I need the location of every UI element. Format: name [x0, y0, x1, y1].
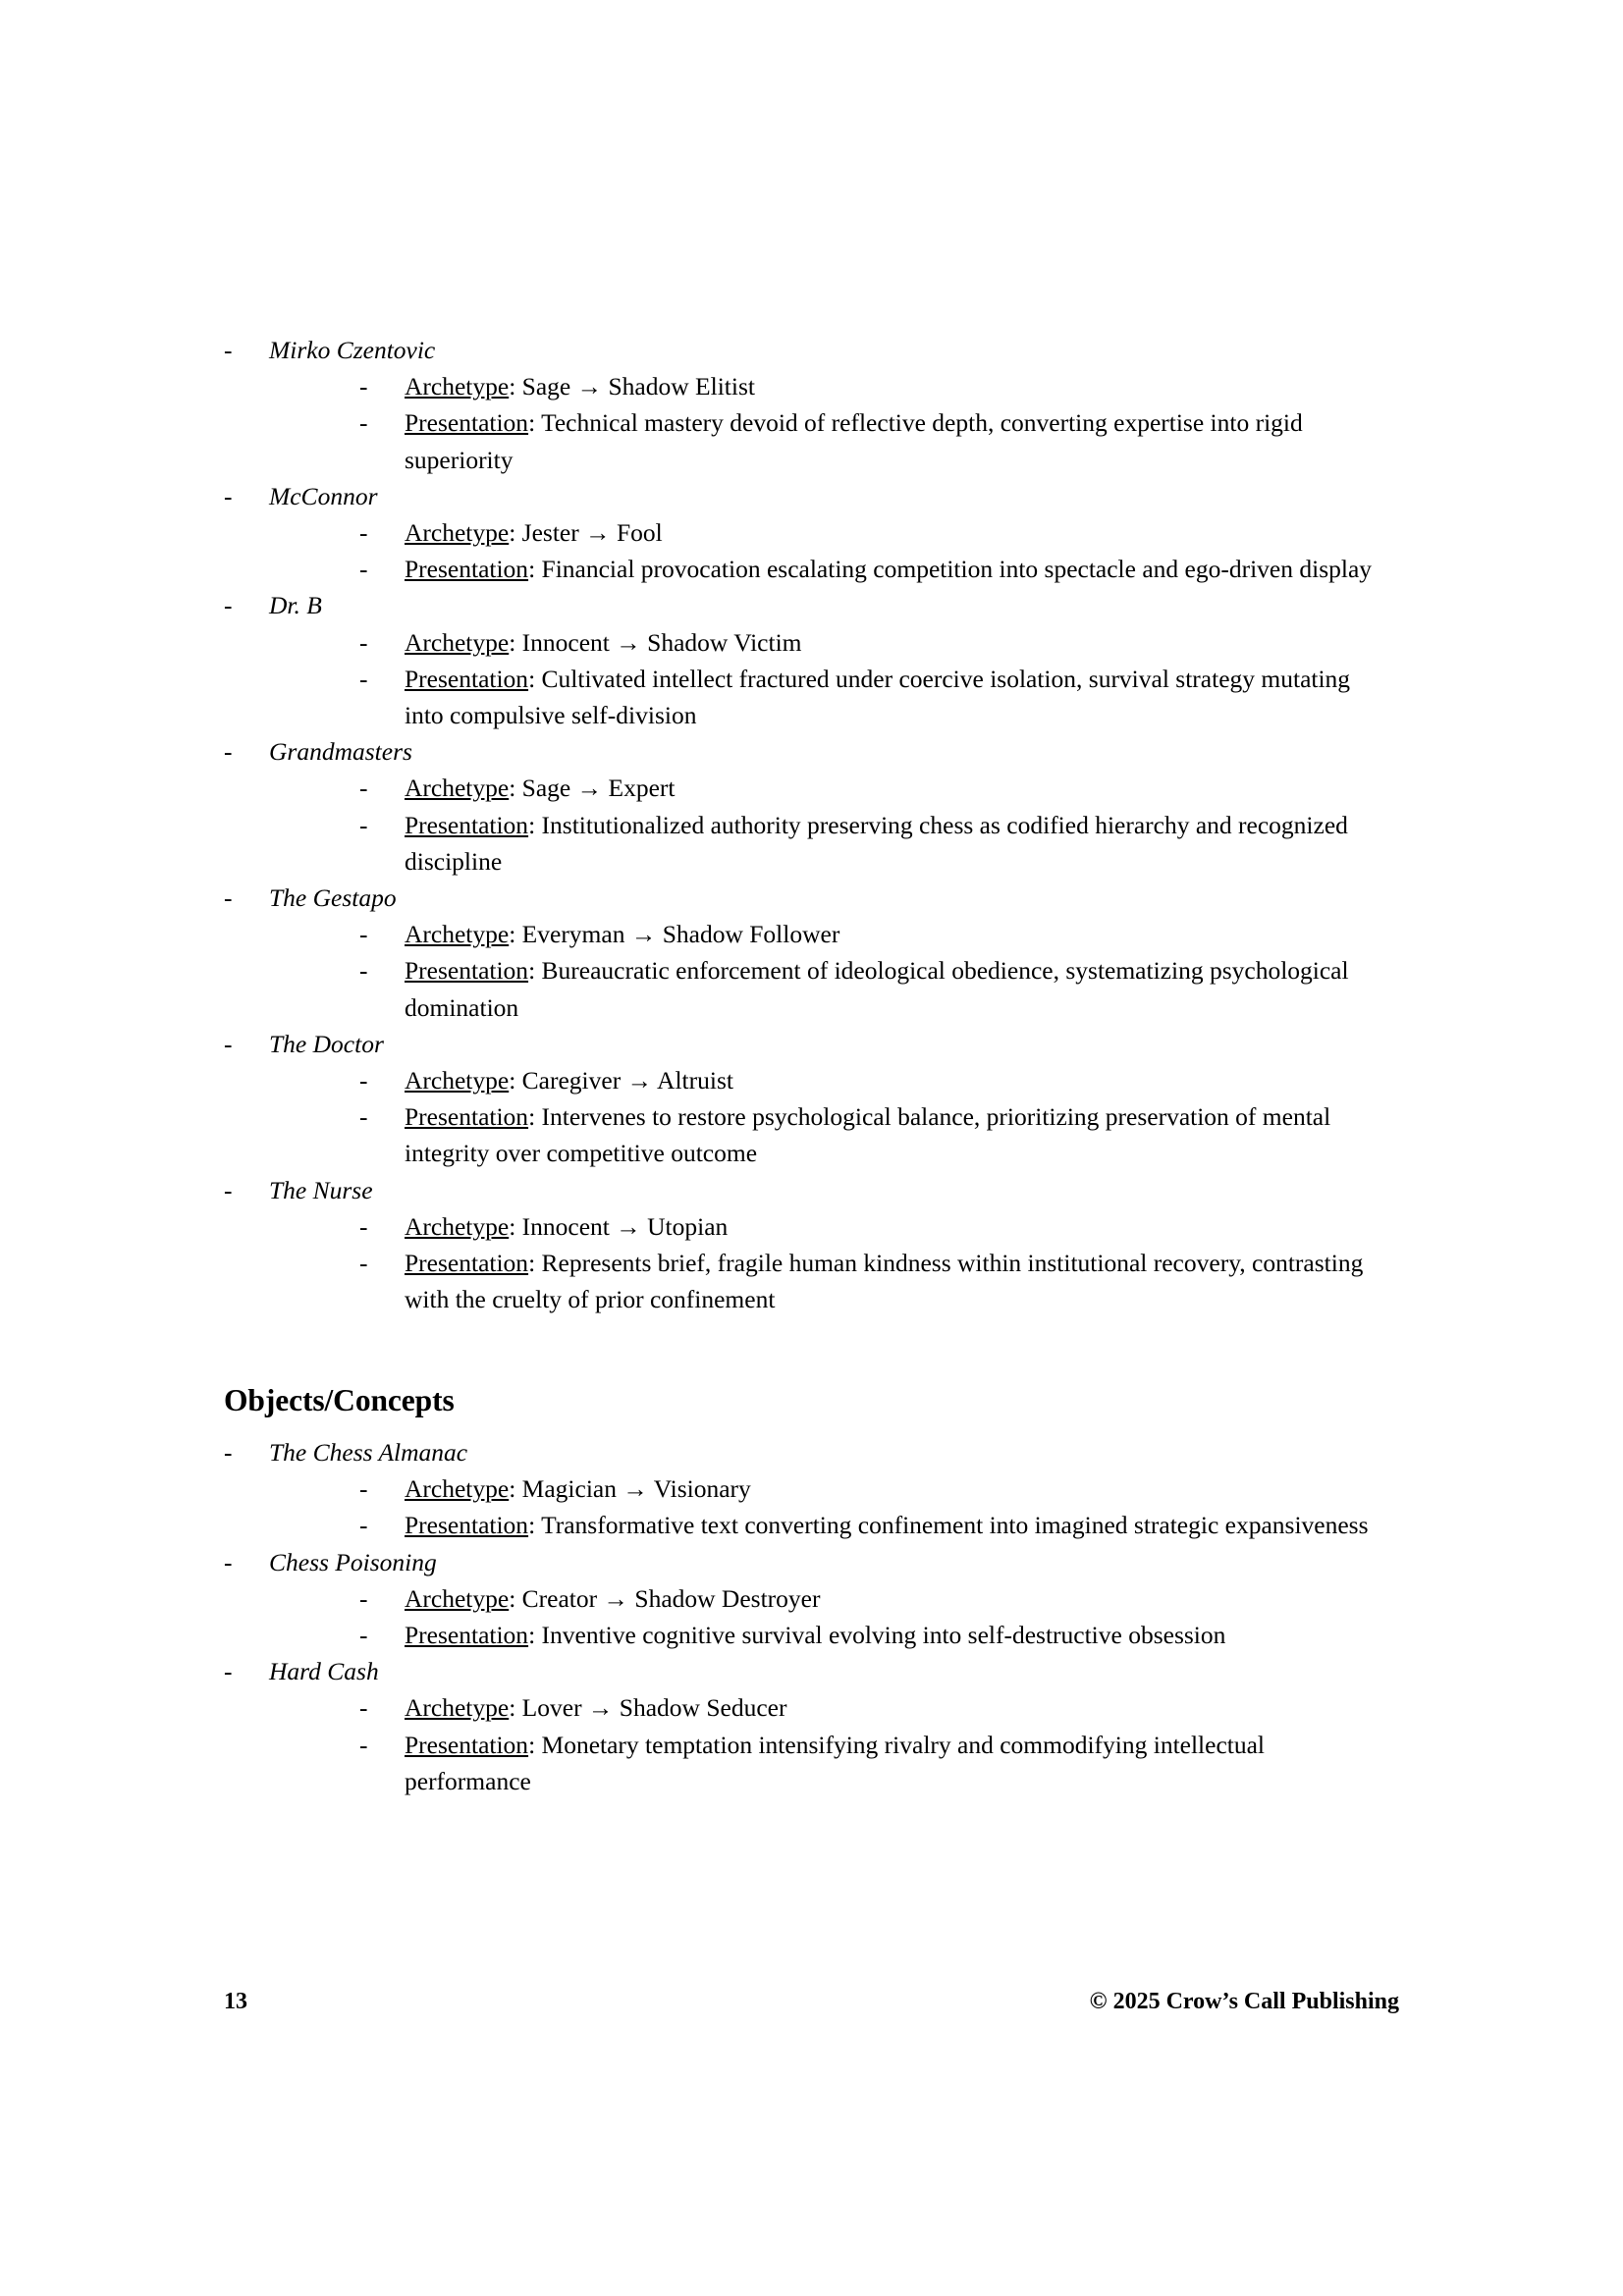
entry-detail-list — [269, 514, 1394, 587]
entry-title: Grandmasters — [269, 737, 412, 767]
archetype-label: Archetype — [405, 627, 510, 657]
entry-title: Hard Cash — [269, 1657, 379, 1686]
label-colon: : — [528, 1730, 542, 1759]
label-colon: : — [528, 1249, 542, 1278]
presentation-detail — [359, 1727, 1394, 1799]
bullet-dash-icon: - — [224, 1657, 233, 1686]
list-item — [224, 478, 1394, 588]
presentation-value: Financial provocation escalating competition into spectacle and ego-driven display — [541, 555, 1373, 584]
bullet-dash-icon: - — [359, 920, 368, 949]
bullet-dash-icon: - — [359, 664, 368, 693]
label-colon: : — [528, 956, 542, 986]
characters-list — [224, 332, 1394, 1317]
archetype-label: Archetype — [405, 1211, 510, 1241]
list-item — [224, 733, 1394, 880]
archetype-value: Caregiver → Altruist — [521, 1066, 733, 1095]
archetype-value: Lover → Shadow Seducer — [521, 1693, 787, 1723]
archetype-detail — [359, 514, 1394, 551]
presentation-label: Presentation — [405, 1620, 529, 1649]
archetype-detail — [359, 1689, 1394, 1726]
label-colon: : — [509, 1474, 522, 1504]
archetype-text — [405, 1689, 1394, 1726]
label-colon: : — [528, 555, 542, 584]
presentation-text — [405, 1727, 1394, 1799]
list-item — [224, 1026, 1394, 1172]
archetype-text — [405, 1580, 1394, 1617]
entry-detail-list — [269, 1470, 1394, 1543]
label-colon: : — [528, 408, 542, 438]
entry-title: Mirko Czentovic — [269, 336, 436, 364]
bullet-dash-icon: - — [224, 481, 233, 510]
bullet-dash-icon: - — [359, 1693, 368, 1723]
presentation-label: Presentation — [405, 1730, 529, 1759]
archetype-text — [405, 1062, 1394, 1098]
entry-detail-list — [269, 770, 1394, 880]
archetype-label: Archetype — [405, 1474, 510, 1504]
objects-concepts-list — [224, 1434, 1394, 1799]
list-item — [224, 1434, 1394, 1544]
entry-detail-list — [269, 624, 1394, 734]
bullet-dash-icon: - — [359, 956, 368, 986]
presentation-value: Institutionalized authority preserving chess as codified hierarchy and recognized discipline — [405, 810, 1348, 876]
bullet-dash-icon: - — [224, 1437, 233, 1467]
presentation-detail — [359, 1617, 1394, 1653]
archetype-value: Innocent → Utopian — [521, 1211, 729, 1241]
bullet-dash-icon: - — [224, 1029, 233, 1058]
archetype-label: Archetype — [405, 372, 510, 401]
bullet-dash-icon: - — [359, 1730, 368, 1759]
entry-title: The Gestapo — [269, 883, 397, 913]
presentation-text — [405, 1507, 1394, 1543]
presentation-detail — [359, 807, 1394, 880]
bullet-dash-icon: - — [359, 1211, 368, 1241]
archetype-label: Archetype — [405, 774, 510, 803]
archetype-text — [405, 514, 1394, 551]
presentation-value: Monetary temptation intensifying rivalry and commodifying intellectual performance — [405, 1730, 1266, 1795]
presentation-value: Bureaucratic enforcement of ideological obedience, systematizing psychological domination — [405, 956, 1349, 1022]
presentation-detail — [359, 1507, 1394, 1543]
presentation-label: Presentation — [405, 956, 529, 986]
archetype-text — [405, 368, 1394, 404]
bullet-dash-icon: - — [359, 372, 368, 401]
bullet-dash-icon: - — [359, 1620, 368, 1649]
label-colon: : — [509, 372, 522, 401]
bullet-dash-icon: - — [224, 883, 233, 913]
archetype-text — [405, 624, 1394, 661]
archetype-detail — [359, 916, 1394, 952]
bullet-dash-icon: - — [359, 518, 368, 548]
presentation-detail — [359, 661, 1394, 733]
archetype-value: Jester → Fool — [521, 518, 663, 548]
archetype-value: Sage → Expert — [521, 774, 676, 803]
entry-title: McConnor — [269, 481, 378, 510]
presentation-label: Presentation — [405, 1511, 529, 1540]
archetype-text — [405, 916, 1394, 952]
archetype-value: Innocent → Shadow Victim — [521, 627, 802, 657]
presentation-label: Presentation — [405, 810, 529, 839]
entry-title: The Chess Almanac — [269, 1437, 468, 1467]
list-item — [224, 880, 1394, 1026]
bullet-dash-icon: - — [224, 1175, 233, 1204]
label-colon: : — [509, 1583, 522, 1613]
entry-title: Dr. B — [269, 591, 322, 620]
archetype-value: Sage → Shadow Elitist — [521, 372, 755, 401]
bullet-dash-icon: - — [359, 774, 368, 803]
presentation-label: Presentation — [405, 1249, 529, 1278]
archetype-detail — [359, 1062, 1394, 1098]
archetype-value: Creator → Shadow Destroyer — [521, 1583, 821, 1613]
presentation-detail — [359, 952, 1394, 1025]
label-colon: : — [509, 920, 522, 949]
archetype-label: Archetype — [405, 920, 510, 949]
label-colon: : — [528, 1620, 542, 1649]
bullet-dash-icon: - — [224, 737, 233, 767]
archetype-detail — [359, 368, 1394, 404]
list-item — [224, 1653, 1394, 1799]
footer-copyright: © 2025 Crow’s Call Publishing — [1089, 1989, 1399, 2014]
archetype-text — [405, 1208, 1394, 1245]
label-colon: : — [528, 664, 542, 693]
presentation-value: Technical mastery devoid of reflective depth, converting expertise into rigid superiority — [405, 408, 1303, 474]
presentation-text — [405, 807, 1394, 880]
list-item — [224, 332, 1394, 478]
list-item — [224, 1172, 1394, 1318]
objects-concepts-heading-block — [224, 1382, 1394, 1419]
archetype-value: Everyman → Shadow Follower — [521, 920, 840, 949]
bullet-dash-icon: - — [224, 1547, 233, 1576]
archetype-text — [405, 1470, 1394, 1507]
bullet-dash-icon: - — [359, 627, 368, 657]
bullet-dash-icon: - — [359, 1511, 368, 1540]
label-colon: : — [509, 1693, 522, 1723]
archetype-label: Archetype — [405, 1693, 510, 1723]
presentation-value: Inventive cognitive survival evolving into self-destructive obsession — [541, 1620, 1226, 1649]
presentation-detail — [359, 404, 1394, 477]
label-colon: : — [509, 1066, 522, 1095]
bullet-dash-icon: - — [359, 1066, 368, 1095]
presentation-detail — [359, 1098, 1394, 1171]
label-colon: : — [509, 1211, 522, 1241]
presentation-value: Cultivated intellect fractured under coercive isolation, survival strategy mutating into compulsive self-division — [405, 664, 1351, 730]
label-colon: : — [509, 518, 522, 548]
presentation-label: Presentation — [405, 408, 529, 438]
presentation-label: Presentation — [405, 1102, 529, 1132]
presentation-text — [405, 404, 1394, 477]
presentation-label: Presentation — [405, 555, 529, 584]
page-section-title: Objects/Concepts — [224, 1383, 455, 1418]
label-colon: : — [528, 1102, 542, 1132]
archetype-detail — [359, 1470, 1394, 1507]
entry-title: The Nurse — [269, 1175, 373, 1204]
presentation-value: Represents brief, fragile human kindness within institutional recovery, contrasting with the cruelty of prior confinement — [405, 1249, 1364, 1314]
presentation-text — [405, 1617, 1394, 1653]
bullet-dash-icon: - — [359, 810, 368, 839]
presentation-text — [405, 551, 1394, 587]
entry-detail-list — [269, 1208, 1394, 1318]
presentation-value: Transformative text converting confinement into imagined strategic expansiveness — [541, 1511, 1369, 1540]
archetype-detail — [359, 1208, 1394, 1245]
entry-detail-list — [269, 916, 1394, 1026]
bullet-dash-icon: - — [359, 1474, 368, 1504]
archetype-label: Archetype — [405, 1583, 510, 1613]
archetype-detail — [359, 624, 1394, 661]
archetype-value: Magician → Visionary — [521, 1474, 751, 1504]
page-footer — [224, 1989, 1399, 2022]
archetype-detail — [359, 770, 1394, 806]
entry-title: The Doctor — [269, 1029, 384, 1058]
page-content — [224, 332, 1394, 1799]
bullet-dash-icon: - — [359, 1249, 368, 1278]
label-colon: : — [528, 1511, 542, 1540]
label-colon: : — [509, 627, 522, 657]
bullet-dash-icon: - — [359, 1583, 368, 1613]
entry-detail-list — [269, 368, 1394, 478]
bullet-dash-icon: - — [359, 555, 368, 584]
bullet-dash-icon: - — [359, 408, 368, 438]
presentation-detail — [359, 1245, 1394, 1317]
bullet-dash-icon: - — [224, 336, 233, 364]
list-item — [224, 587, 1394, 733]
archetype-label: Archetype — [405, 518, 510, 548]
bullet-dash-icon: - — [359, 1102, 368, 1132]
entry-detail-list — [269, 1062, 1394, 1172]
presentation-text — [405, 1245, 1394, 1317]
entry-detail-list — [269, 1580, 1394, 1653]
presentation-text — [405, 1098, 1394, 1171]
archetype-text — [405, 770, 1394, 806]
presentation-text — [405, 661, 1394, 733]
entry-title: Chess Poisoning — [269, 1547, 437, 1576]
entry-detail-list — [269, 1689, 1394, 1799]
presentation-text — [405, 952, 1394, 1025]
archetype-detail — [359, 1580, 1394, 1617]
presentation-detail — [359, 551, 1394, 587]
label-colon: : — [509, 774, 522, 803]
archetype-label: Archetype — [405, 1066, 510, 1095]
bullet-dash-icon: - — [224, 591, 233, 620]
list-item — [224, 1544, 1394, 1654]
label-colon: : — [528, 810, 542, 839]
presentation-value: Intervenes to restore psychological balance, prioritizing preservation of mental integrity over competitive outcome — [405, 1102, 1331, 1168]
presentation-label: Presentation — [405, 664, 529, 693]
footer-page-number: 13 — [224, 1989, 247, 2014]
